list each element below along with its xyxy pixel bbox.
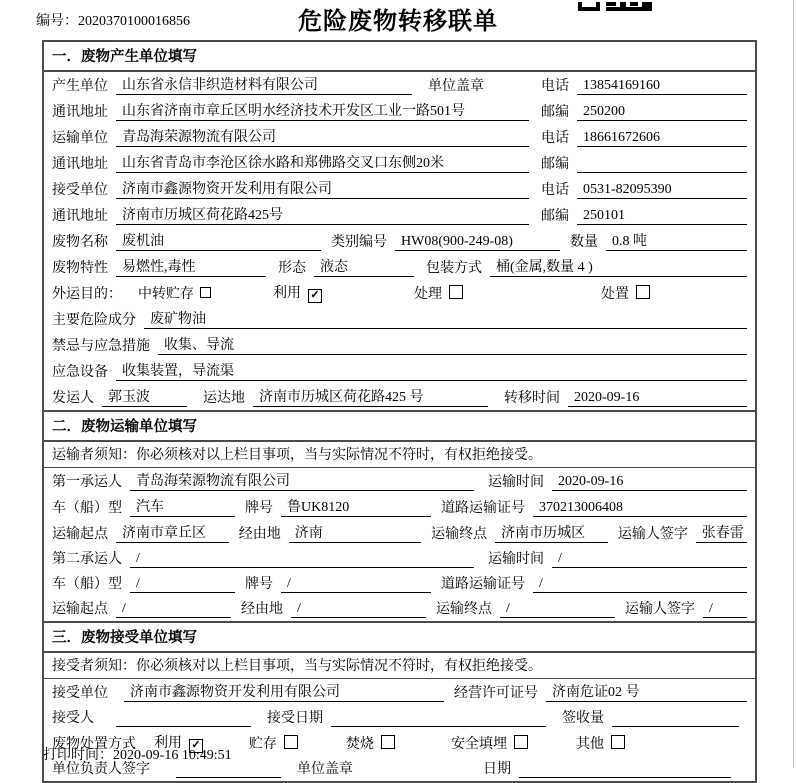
unit-seal2-label: 单位盖章 bbox=[297, 762, 353, 777]
purpose-option-treat: 处理 bbox=[414, 283, 463, 303]
producer-row bbox=[44, 72, 755, 98]
route2-row bbox=[44, 596, 755, 621]
vehicle1-row bbox=[44, 494, 755, 520]
transporter-zip-label: 邮编 bbox=[541, 157, 569, 172]
transporter-zip-value bbox=[577, 172, 747, 173]
producer-label: 产生单位 bbox=[52, 79, 108, 94]
category-code-label: 类别编号 bbox=[331, 235, 387, 250]
section3-title: 三．废物接受单位填写 bbox=[44, 621, 755, 653]
origin2-label: 运输起点 bbox=[52, 602, 108, 617]
quantity-label: 数量 bbox=[570, 235, 598, 250]
purpose-option-utilize: 利用 ✓ bbox=[273, 282, 322, 303]
permit-number-value: 济南危证02 号 bbox=[546, 681, 747, 702]
disposal-store-checkbox-unchecked bbox=[284, 735, 298, 749]
receiver-address-label: 通讯地址 bbox=[52, 209, 108, 224]
hazard-component-label: 主要危险成分 bbox=[52, 313, 136, 328]
taboo-measures-value: 收集、导流 bbox=[158, 334, 747, 355]
document-header bbox=[0, 0, 796, 38]
carrier-sign2-label: 运输人签字 bbox=[625, 602, 695, 617]
accept-unit-row bbox=[44, 679, 755, 705]
emergency-equipment-row bbox=[44, 358, 755, 384]
receiver-value: 济南市鑫源物资开发利用有限公司 bbox=[116, 178, 529, 199]
producer-zip-value: 250200 bbox=[577, 104, 747, 121]
transfer-time-label: 转移时间 bbox=[504, 391, 560, 406]
first-carrier-label: 第一承运人 bbox=[52, 475, 122, 490]
receiver-phone-label: 电话 bbox=[541, 183, 569, 198]
disposal-method-label: 废物处置方式 bbox=[52, 737, 136, 752]
receiver-address-row bbox=[44, 202, 755, 228]
physical-form-value: 液态 bbox=[314, 256, 414, 277]
treat-checkbox-unchecked bbox=[449, 285, 463, 299]
receiver-notice-row bbox=[44, 653, 755, 679]
destination-value: 济南市历城区荷花路425 号 bbox=[253, 386, 488, 407]
vehicle2-row bbox=[44, 571, 755, 596]
dispose-checkbox-unchecked bbox=[636, 285, 650, 299]
taboo-measures-label: 禁忌与应急措施 bbox=[52, 339, 150, 354]
producer-phone-label: 电话 bbox=[541, 79, 569, 94]
disposal-landfill-checkbox-unchecked bbox=[514, 735, 528, 749]
accept-person-row bbox=[44, 705, 755, 730]
end2-label: 运输终点 bbox=[436, 602, 492, 617]
utilize-checkbox-checked: ✓ bbox=[308, 289, 322, 303]
transfer-purpose-label: 外运目的： bbox=[52, 287, 122, 302]
waste-character-row bbox=[44, 254, 755, 280]
print-time bbox=[43, 744, 232, 764]
emergency-equipment-value: 收集装置，导流渠 bbox=[116, 360, 747, 381]
road-license2-value: / bbox=[533, 576, 747, 593]
waste-character-value: 易燃性,毒性 bbox=[116, 256, 266, 277]
plate1-value: 鲁UK8120 bbox=[281, 496, 431, 517]
via1-label: 经由地 bbox=[238, 527, 281, 542]
disposal-option-other: 其他 bbox=[576, 733, 625, 753]
unit-seal-label: 单位盖章 bbox=[428, 79, 484, 94]
section1-title: 一．废物产生单位填写 bbox=[44, 42, 755, 72]
quantity-value: 0.8 吨 bbox=[606, 230, 747, 251]
receiver-zip-value: 250101 bbox=[577, 208, 747, 225]
date2-label: 日期 bbox=[483, 762, 511, 777]
waste-name-value: 废机油 bbox=[116, 230, 321, 251]
via1-value: 济南 bbox=[289, 522, 421, 543]
disposal-option-utilize: 利用 ✓ bbox=[154, 732, 203, 753]
accept-person-label: 接受人 bbox=[52, 711, 94, 726]
category-code-value: HW08(900-249-08) bbox=[395, 234, 560, 251]
purpose-option-dispose: 处置 bbox=[601, 283, 650, 303]
page-title: 危险废物转移联单 bbox=[298, 9, 498, 35]
disposal-option-incinerate: 焚烧 bbox=[346, 733, 395, 753]
producer-address-row bbox=[44, 98, 755, 124]
transport-time1-value: 2020-09-16 bbox=[552, 474, 747, 491]
disposal-option-landfill: 安全填埋 bbox=[451, 733, 528, 753]
end1-value: 济南市历城区 bbox=[495, 522, 608, 543]
signed-amount-value bbox=[612, 726, 739, 727]
route1-row bbox=[44, 520, 755, 546]
transporter-notice: 运输者须知：你必须核对以上栏目事项，当与实际情况不符时，有权拒绝接受。 bbox=[52, 448, 542, 463]
second-carrier-label: 第二承运人 bbox=[52, 552, 122, 567]
transport-time2-value: / bbox=[552, 551, 747, 568]
transporter-address-value: 山东省青岛市李沧区徐水路和郑佛路交叉口东侧20米 bbox=[116, 152, 529, 173]
accept-unit-label: 接受单位 bbox=[52, 686, 108, 701]
qr-code-fragment bbox=[578, 0, 652, 16]
plate2-label: 牌号 bbox=[245, 577, 273, 592]
accept-date-value bbox=[331, 726, 546, 727]
disposal-utilize-checkbox-checked: ✓ bbox=[189, 739, 203, 753]
transporter-phone-label: 电话 bbox=[541, 131, 569, 146]
responsible-sign-value bbox=[176, 777, 281, 778]
receiver-address-value: 济南市历城区荷花路425号 bbox=[116, 204, 529, 225]
receiver-zip-label: 邮编 bbox=[541, 209, 569, 224]
receiver-phone-value: 0531-82095390 bbox=[577, 182, 747, 199]
producer-address-label: 通讯地址 bbox=[52, 105, 108, 120]
plate1-label: 牌号 bbox=[245, 501, 273, 516]
first-carrier-value: 青岛海荣源物流有限公司 bbox=[130, 470, 474, 491]
destination-label: 运达地 bbox=[203, 391, 245, 406]
transport-time2-label: 运输时间 bbox=[488, 552, 544, 567]
via2-value: / bbox=[291, 601, 426, 618]
producer-value: 山东省永信非织造材料有限公司 bbox=[116, 74, 412, 95]
receiver-label: 接受单位 bbox=[52, 183, 108, 198]
waste-name-label: 废物名称 bbox=[52, 235, 108, 250]
carrier-sign1-value: 张春雷 bbox=[696, 522, 747, 543]
carrier-sign1-label: 运输人签字 bbox=[617, 527, 688, 542]
hazard-component-value: 废矿物油 bbox=[144, 308, 747, 329]
date2-value bbox=[519, 777, 731, 778]
page-edge-line bbox=[793, 0, 794, 768]
waste-character-label: 废物特性 bbox=[52, 261, 108, 276]
consignor-label: 发运人 bbox=[52, 391, 94, 406]
accept-unit-value: 济南市鑫源物资开发利用有限公司 bbox=[124, 681, 444, 702]
vehicle-type1-label: 车（船）型 bbox=[52, 501, 122, 516]
vehicle-type2-label: 车（船）型 bbox=[52, 577, 122, 592]
packing-value: 桶(金属,数量 4 ) bbox=[490, 256, 747, 277]
carrier-sign2-value: / bbox=[703, 601, 747, 618]
accept-person-value bbox=[116, 726, 251, 727]
disposal-other-checkbox-unchecked bbox=[611, 735, 625, 749]
waste-name-row bbox=[44, 228, 755, 254]
print-time-value: 2020-09-16 10:49:51 bbox=[113, 748, 232, 763]
via2-label: 经由地 bbox=[241, 602, 283, 617]
purpose-option-storage: 中转贮存 bbox=[138, 283, 211, 303]
end1-label: 运输终点 bbox=[431, 527, 488, 542]
permit-number-label: 经营许可证号 bbox=[454, 686, 538, 701]
road-license2-label: 道路运输证号 bbox=[441, 577, 525, 592]
road-license1-value: 370213006408 bbox=[533, 500, 747, 517]
print-time-label: 打印时间： bbox=[43, 748, 113, 763]
manifest-form-table bbox=[42, 40, 757, 783]
transporter-address-row bbox=[44, 150, 755, 176]
transporter-notice-row bbox=[44, 442, 755, 468]
receiver-notice: 接受者须知：你必须核对以上栏目事项，当与实际情况不符时，有权拒绝接受。 bbox=[52, 659, 542, 674]
transporter-row bbox=[44, 124, 755, 150]
taboo-measures-row bbox=[44, 332, 755, 358]
disposal-incinerate-checkbox-unchecked bbox=[381, 735, 395, 749]
section2-title: 二．废物运输单位填写 bbox=[44, 410, 755, 442]
second-carrier-value: / bbox=[130, 551, 474, 568]
second-carrier-row bbox=[44, 546, 755, 571]
transporter-phone-value: 18661672606 bbox=[577, 130, 747, 147]
signed-amount-label: 签收量 bbox=[562, 711, 604, 726]
physical-form-label: 形态 bbox=[278, 261, 306, 276]
hazard-component-row bbox=[44, 306, 755, 332]
producer-zip-label: 邮编 bbox=[541, 105, 569, 120]
transporter-label: 运输单位 bbox=[52, 131, 108, 146]
serial-label: 编号： bbox=[36, 14, 78, 29]
origin1-label: 运输起点 bbox=[52, 527, 108, 542]
storage-checkbox-unchecked bbox=[200, 287, 211, 298]
responsible-sign-label: 单位负责人签字 bbox=[52, 762, 150, 777]
origin1-value: 济南市章丘区 bbox=[116, 522, 229, 543]
transporter-value: 青岛海荣源物流有限公司 bbox=[116, 126, 529, 147]
road-license1-label: 道路运输证号 bbox=[441, 501, 525, 516]
transporter-address-label: 通讯地址 bbox=[52, 157, 108, 172]
producer-address-value: 山东省济南市章丘区明水经济技术开发区工业一路501号 bbox=[116, 100, 529, 121]
emergency-equipment-label: 应急设备 bbox=[52, 365, 108, 380]
receiver-row bbox=[44, 176, 755, 202]
first-carrier-row bbox=[44, 468, 755, 494]
consignor-row bbox=[44, 384, 755, 410]
vehicle-type1-value: 汽车 bbox=[130, 496, 235, 517]
producer-phone-value: 13854169160 bbox=[577, 78, 747, 95]
packing-label: 包装方式 bbox=[426, 261, 482, 276]
transport-time1-label: 运输时间 bbox=[488, 475, 544, 490]
transfer-purpose-row bbox=[44, 280, 755, 306]
disposal-option-store: 贮存 bbox=[249, 733, 298, 753]
transfer-time-value: 2020-09-16 bbox=[568, 390, 747, 407]
end2-value: / bbox=[500, 601, 615, 618]
serial-value: 2020370100016856 bbox=[78, 14, 190, 29]
plate2-value: / bbox=[281, 576, 431, 593]
consignor-value: 郭玉波 bbox=[102, 386, 187, 407]
vehicle-type2-value: / bbox=[130, 576, 235, 593]
origin2-value: / bbox=[116, 601, 231, 618]
accept-date-label: 接受日期 bbox=[267, 711, 323, 726]
